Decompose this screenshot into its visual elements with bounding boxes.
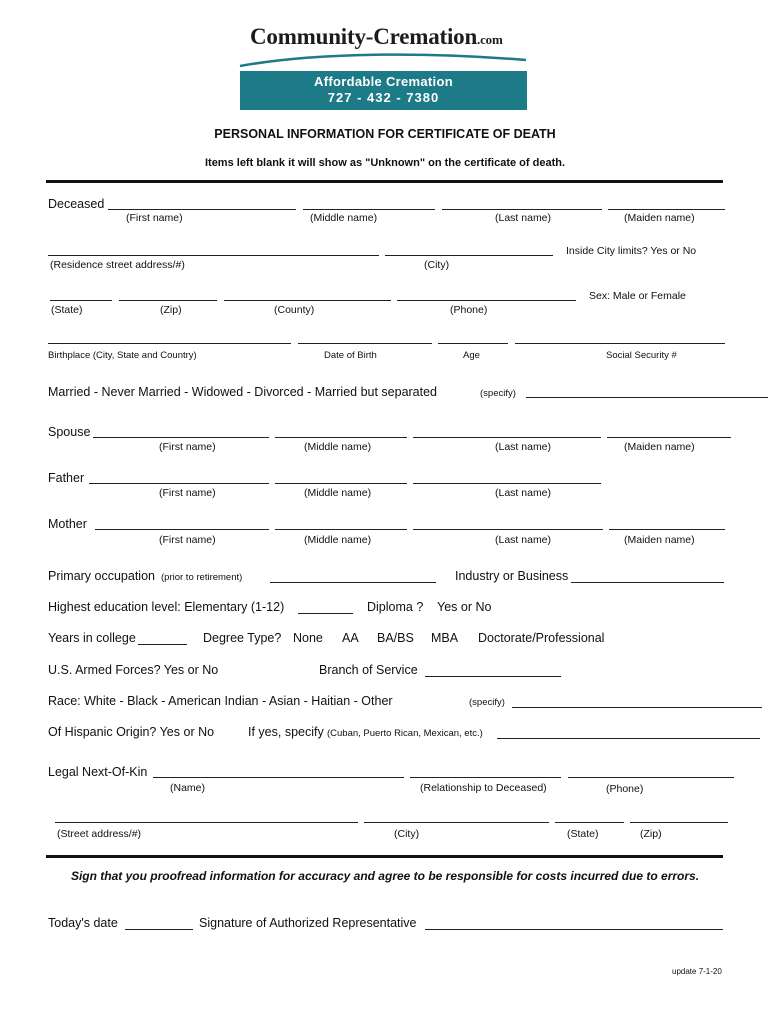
brand-logo-text bbox=[250, 24, 503, 50]
page-subtitle: Items left blank it will show as "Unknown" on the certificate of death. bbox=[204, 157, 566, 169]
spouse-first-field[interactable] bbox=[93, 437, 269, 438]
father-first-caption: (First name) bbox=[159, 487, 216, 499]
deceased-first-field[interactable] bbox=[108, 209, 296, 210]
zip-caption: (Zip) bbox=[160, 304, 182, 316]
proofread-notice: Sign that you proofread information for accuracy and agree to be responsible for costs incurred due to errors. bbox=[70, 869, 700, 883]
date-field[interactable] bbox=[125, 929, 193, 930]
father-last-field[interactable] bbox=[413, 483, 601, 484]
mother-first-field[interactable] bbox=[95, 529, 269, 530]
kin-state-field[interactable] bbox=[555, 822, 624, 823]
logo-banner bbox=[240, 71, 527, 110]
father-first-field[interactable] bbox=[89, 483, 269, 484]
birthplace-field[interactable] bbox=[48, 343, 291, 344]
residence-city-field[interactable] bbox=[385, 255, 553, 256]
ssn-field[interactable] bbox=[515, 343, 725, 344]
residence-address-field[interactable] bbox=[48, 255, 379, 256]
race-specify-label: (specify) bbox=[469, 697, 505, 708]
education-label: Highest education level: Elementary (1-12) bbox=[48, 600, 285, 614]
hispanic-specify-field[interactable] bbox=[497, 738, 760, 739]
swoosh-graphic bbox=[238, 50, 530, 72]
kin-phone-caption: (Phone) bbox=[606, 783, 644, 795]
mother-maiden-field[interactable] bbox=[609, 529, 725, 530]
date-label: Today's date bbox=[48, 916, 118, 930]
signature-field[interactable] bbox=[425, 929, 723, 930]
race-options: Race: White - Black - American Indian - Asian - Haitian - Other bbox=[48, 694, 393, 708]
degree-mba: MBA bbox=[431, 631, 459, 645]
deceased-maiden-field[interactable] bbox=[608, 209, 725, 210]
father-middle-field[interactable] bbox=[275, 483, 407, 484]
diploma-label: Diploma ? bbox=[367, 600, 424, 614]
industry-field[interactable] bbox=[571, 582, 724, 583]
father-middle-caption: (Middle name) bbox=[304, 487, 372, 499]
degree-none: None bbox=[293, 631, 323, 645]
kin-state-caption: (State) bbox=[567, 828, 599, 840]
kin-name-caption: (Name) bbox=[170, 782, 206, 794]
update-stamp: update 7-1-20 bbox=[672, 967, 722, 976]
next-of-kin-label: Legal Next-Of-Kin bbox=[48, 765, 148, 779]
top-rule bbox=[46, 180, 723, 183]
degree-babs: BA/BS bbox=[377, 631, 414, 645]
phone-field[interactable] bbox=[397, 300, 576, 301]
age-field[interactable] bbox=[438, 343, 508, 344]
deceased-last-caption: (Last name) bbox=[495, 212, 552, 224]
deceased-middle-field[interactable] bbox=[303, 209, 435, 210]
hispanic-label: Of Hispanic Origin? Yes or No bbox=[48, 725, 215, 739]
mother-first-caption: (First name) bbox=[159, 534, 216, 546]
deceased-last-field[interactable] bbox=[442, 209, 602, 210]
diploma-yes-no: Yes or No bbox=[437, 600, 492, 614]
branch-label: Branch of Service bbox=[319, 663, 418, 677]
kin-relationship-caption: (Relationship to Deceased) bbox=[420, 782, 547, 794]
marital-options: Married - Never Married - Widowed - Divorced - Married but separated bbox=[48, 385, 438, 399]
bottom-rule bbox=[46, 855, 723, 858]
deceased-first-caption: (First name) bbox=[126, 212, 183, 224]
kin-zip-caption: (Zip) bbox=[640, 828, 662, 840]
spouse-last-field[interactable] bbox=[413, 437, 601, 438]
spouse-middle-caption: (Middle name) bbox=[304, 441, 372, 453]
education-field[interactable] bbox=[298, 613, 353, 614]
spouse-last-caption: (Last name) bbox=[495, 441, 552, 453]
mother-last-field[interactable] bbox=[413, 529, 603, 530]
spouse-first-caption: (First name) bbox=[159, 441, 216, 453]
kin-city-field[interactable] bbox=[364, 822, 549, 823]
mother-middle-caption: (Middle name) bbox=[304, 534, 372, 546]
kin-street-caption: (Street address/#) bbox=[57, 828, 142, 840]
state-caption: (State) bbox=[51, 304, 83, 316]
deceased-label: Deceased bbox=[48, 197, 105, 211]
sex-question: Sex: Male or Female bbox=[589, 290, 686, 302]
county-field[interactable] bbox=[224, 300, 391, 301]
logo-phone: 727 - 432 - 7380 bbox=[327, 90, 440, 105]
kin-street-field[interactable] bbox=[55, 822, 358, 823]
spouse-maiden-caption: (Maiden name) bbox=[624, 441, 695, 453]
birthplace-caption: Birthplace (City, State and Country) bbox=[48, 350, 197, 361]
degree-aa: AA bbox=[342, 631, 359, 645]
kin-phone-field[interactable] bbox=[568, 777, 734, 778]
father-last-caption: (Last name) bbox=[495, 487, 552, 499]
mother-last-caption: (Last name) bbox=[495, 534, 552, 546]
kin-name-field[interactable] bbox=[153, 777, 404, 778]
spouse-maiden-field[interactable] bbox=[607, 437, 731, 438]
kin-relationship-field[interactable] bbox=[410, 777, 561, 778]
college-label: Years in college bbox=[48, 631, 136, 645]
dob-caption: Date of Birth bbox=[324, 350, 377, 361]
phone-caption: (Phone) bbox=[450, 304, 488, 316]
kin-city-caption: (City) bbox=[394, 828, 420, 840]
deceased-maiden-caption: (Maiden name) bbox=[624, 212, 695, 224]
occupation-label: Primary occupation bbox=[48, 569, 155, 583]
brand-name: Community-Cremation bbox=[250, 24, 478, 49]
father-label: Father bbox=[48, 471, 85, 485]
county-caption: (County) bbox=[274, 304, 315, 316]
occupation-note: (prior to retirement) bbox=[161, 572, 243, 583]
college-years-field[interactable] bbox=[138, 644, 187, 645]
signature-label: Signature of Authorized Representative bbox=[199, 916, 417, 930]
hispanic-examples: (Cuban, Puerto Rican, Mexican, etc.) bbox=[327, 728, 483, 739]
spouse-middle-field[interactable] bbox=[275, 437, 407, 438]
age-caption: Age bbox=[463, 350, 480, 361]
military-label: U.S. Armed Forces? Yes or No bbox=[48, 663, 219, 677]
state-field[interactable] bbox=[50, 300, 112, 301]
occupation-field[interactable] bbox=[270, 582, 436, 583]
mother-middle-field[interactable] bbox=[275, 529, 407, 530]
zip-field[interactable] bbox=[119, 300, 217, 301]
branch-field[interactable] bbox=[425, 676, 561, 677]
residence-address-caption: (Residence street address/#) bbox=[50, 259, 185, 271]
race-specify-field[interactable] bbox=[512, 707, 762, 708]
hispanic-specify-label: If yes, specify bbox=[248, 725, 324, 739]
page-title: PERSONAL INFORMATION FOR CERTIFICATE OF DEATH bbox=[214, 127, 556, 141]
dob-field[interactable] bbox=[298, 343, 432, 344]
mother-label: Mother bbox=[48, 517, 87, 531]
marital-specify-label: (specify) bbox=[480, 388, 516, 399]
degree-doctorate: Doctorate/Professional bbox=[478, 631, 605, 645]
degree-label: Degree Type? bbox=[203, 631, 282, 645]
city-limits-question: Inside City limits? Yes or No bbox=[566, 245, 697, 257]
ssn-caption: Social Security # bbox=[606, 350, 677, 361]
logo-tagline: Affordable Cremation bbox=[314, 74, 453, 89]
kin-zip-field[interactable] bbox=[630, 822, 728, 823]
deceased-middle-caption: (Middle name) bbox=[310, 212, 378, 224]
marital-specify-field[interactable] bbox=[526, 397, 768, 398]
industry-label: Industry or Business bbox=[455, 569, 569, 583]
residence-city-caption: (City) bbox=[424, 259, 450, 271]
spouse-label: Spouse bbox=[48, 425, 91, 439]
brand-domain: .com bbox=[477, 32, 503, 47]
mother-maiden-caption: (Maiden name) bbox=[624, 534, 695, 546]
